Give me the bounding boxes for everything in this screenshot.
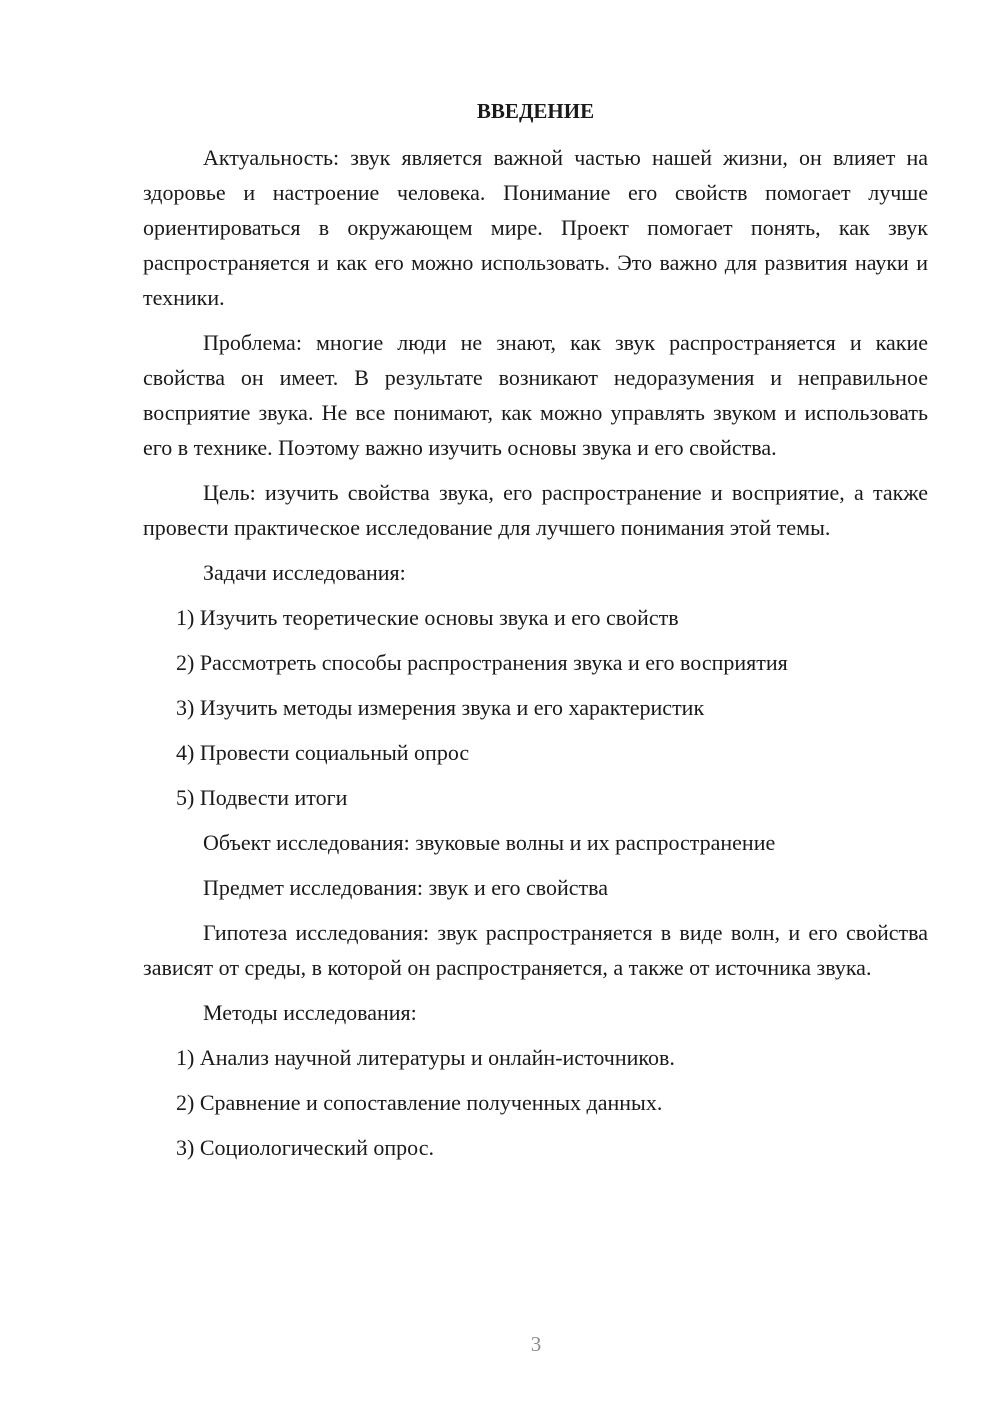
page-number: 3 — [530, 1332, 542, 1356]
task-item: 5) Подвести итоги — [176, 785, 348, 810]
task-item: 2) Рассмотреть способы распространения звука и его восприятия — [176, 650, 788, 675]
task-item: 4) Провести социальный опрос — [176, 740, 470, 765]
section-heading: ВВЕДЕНИЕ — [476, 99, 595, 123]
method-item: 1) Анализ научной литературы и онлайн-источников. — [176, 1045, 675, 1070]
method-item: 3) Социологический опрос. — [176, 1135, 434, 1160]
hypothesis-paragraph: Гипотеза исследования: звук распространяется в виде волн, и его свойства зависят от среды, в которой он распространяется, а также от источника звука. — [143, 920, 928, 980]
tasks-label: Задачи исследования: — [203, 560, 406, 585]
object-line: Объект исследования: звуковые волны и их распространение — [203, 830, 776, 855]
goal-paragraph: Цель: изучить свойства звука, его распространение и восприятие, а также провести практическое исследование для лучшего понимания этой темы. — [143, 480, 928, 540]
subject-line: Предмет исследования: звук и его свойства — [203, 875, 608, 900]
tasks-list — [143, 600, 928, 815]
relevance-paragraph: Актуальность: звук является важной частью нашей жизни, он влияет на здоровье и настроение человека. Понимание его свойств помогает лучше ориентироваться в окружающем мире. Проект помогает понять, как звук распространяется и как его можно использовать. Это важно для развития науки и техники. — [143, 145, 928, 310]
task-item: 3) Изучить методы измерения звука и его характеристик — [176, 695, 705, 720]
methods-list — [143, 1040, 928, 1165]
problem-paragraph: Проблема: многие люди не знают, как звук распространяется и какие свойства он имеет. В результате возникают недоразумения и неправильное восприятие звука. Не все понимают, как можно управлять звуком и использовать его в технике. Поэтому важно изучить основы звука и его свойства. — [143, 330, 928, 460]
task-item: 1) Изучить теоретические основы звука и его свойств — [176, 605, 679, 630]
method-item: 2) Сравнение и сопоставление полученных данных. — [176, 1090, 663, 1115]
page-content — [143, 96, 928, 1175]
methods-label: Методы исследования: — [203, 1000, 417, 1025]
